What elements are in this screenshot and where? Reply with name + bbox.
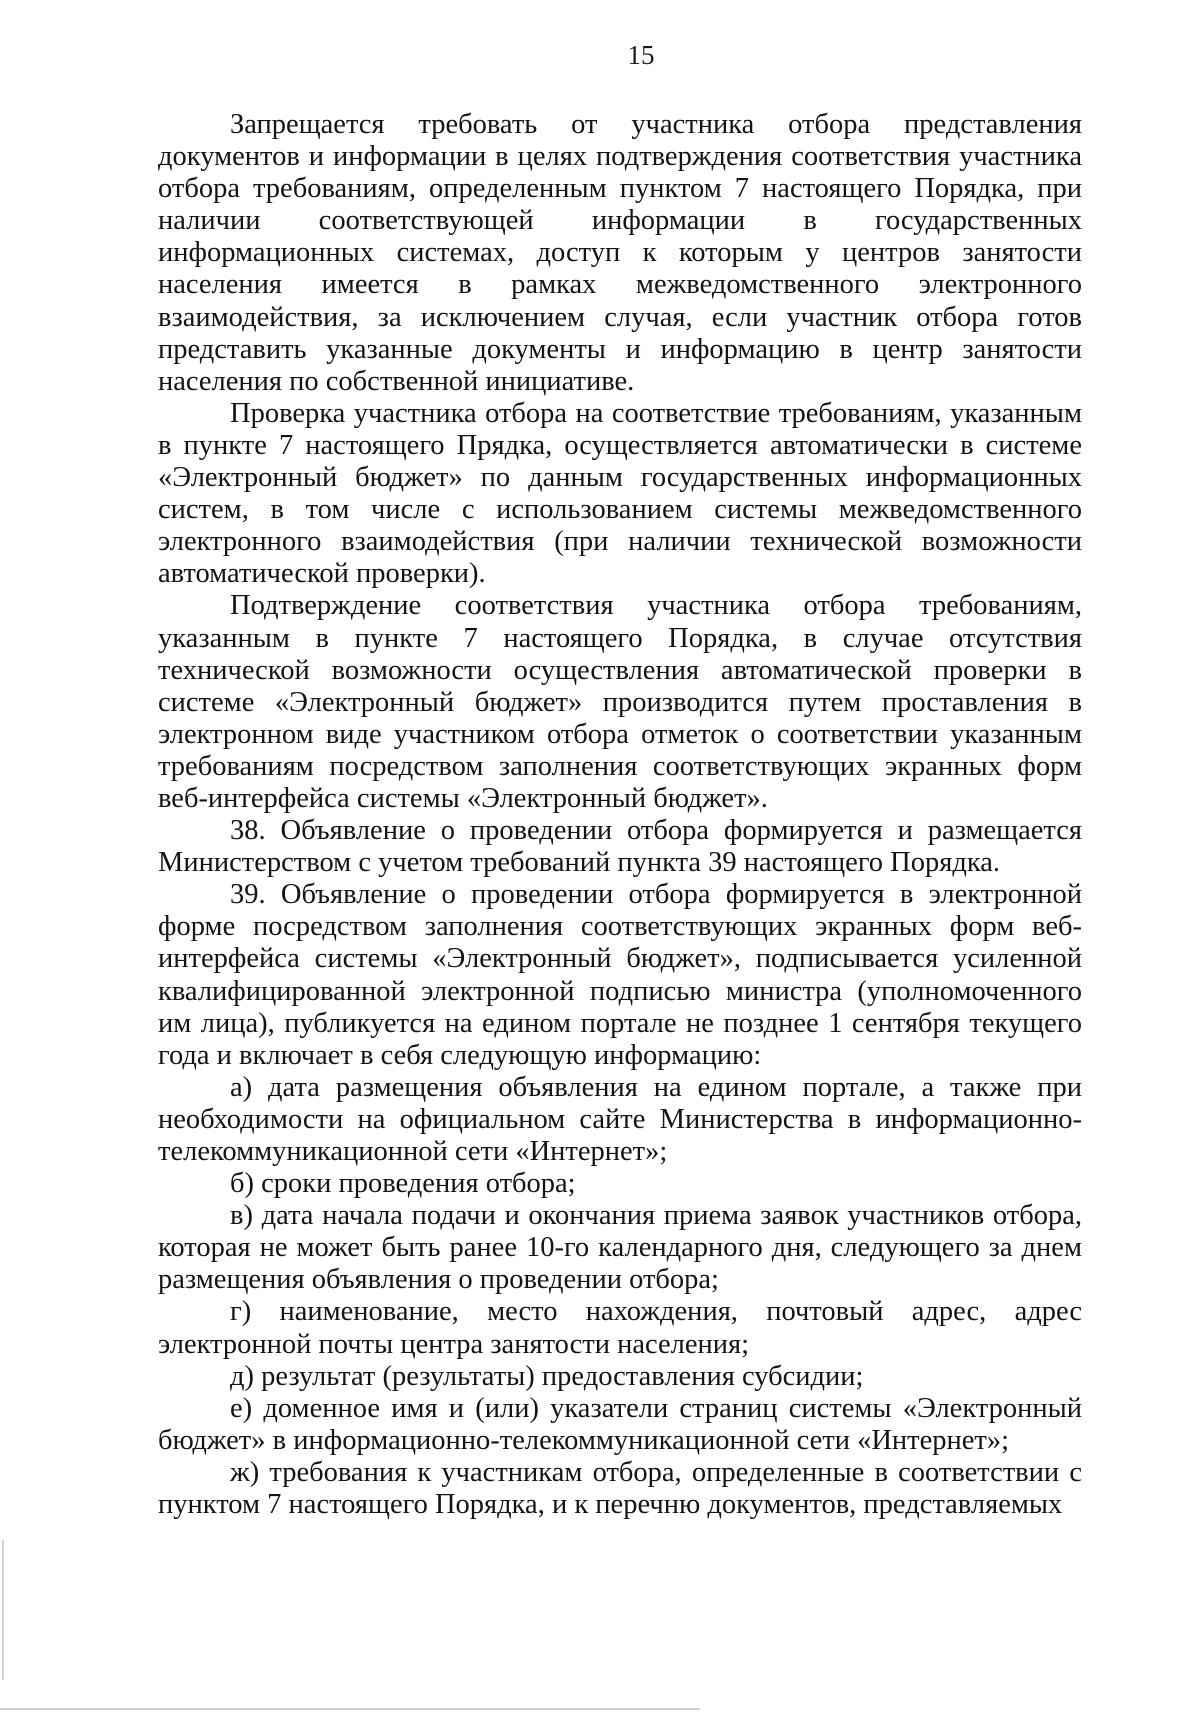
paragraph-automatic-check: Проверка участника отбора на соответствие требованиям, указанным в пункте 7 настоящего Прядка, осуществляется автоматически в системе «Электронный бюджет» по данным государственных информационных систем, в том числе с использованием системы межведомственного электронного взаимодействия (при наличии технической возможности автоматической проверки).: [158, 397, 1082, 590]
scan-edge-left: [2, 1540, 4, 1680]
paragraph-item-38: 38. Объявление о проведении отбора формируется и размещается Министерством с учетом требований пункта 39 настоящего Порядка.: [158, 815, 1082, 879]
scan-edge-bottom: [0, 1708, 700, 1710]
list-item-e: е) доменное имя и (или) указатели страниц системы «Электронный бюджет» в информационно-телекоммуникационной сети «Интернет»;: [158, 1392, 1082, 1456]
document-body: [158, 109, 1082, 1521]
paragraph-confirmation: Подтверждение соответствия участника отбора требованиям, указанным в пункте 7 настоящего Порядка, в случае отсутствия технической возможности осуществления автоматической проверки в системе «Электронный бюджет» производится путем проставления в электронном виде участником отбора отметок о соответствии указанным требованиям посредством заполнения соответствующих экранных форм веб-интерфейса системы «Электронный бюджет».: [158, 590, 1082, 814]
paragraph-prohibition: Запрещается требовать от участника отбора представления документов и информации в целях подтверждения соответствия участника отбора требованиям, определенным пунктом 7 настоящего Порядка, при наличии соответствующей информации в государственных информационных системах, доступ к которым у центров занятости населения имеется в рамках межведомственного электронного взаимодействия, за исключением случая, если участник отбора готов представить указанные документы и информацию в центр занятости населения по собственной инициативе.: [158, 109, 1082, 397]
list-item-zh: ж) требования к участникам отбора, определенные в соответствии с пунктом 7 настоящего Порядка, и к перечню документов, представляемых: [158, 1456, 1082, 1521]
list-item-a: а) дата размещения объявления на едином портале, а также при необходимости на официальном сайте Министерства в информационно-телекоммуникационной сети «Интернет»;: [158, 1071, 1082, 1167]
paragraph-item-39: 39. Объявление о проведении отбора формируется в электронной форме посредством заполнения соответствующих экранных форм веб-интерфейса системы «Электронный бюджет», подписывается усиленной квалифицированной электронной подписью министра (уполномоченного им лица), публикуется на едином портале не позднее 1 сентября текущего года и включает в себя следующую информацию:: [158, 879, 1082, 1071]
page-number: 15: [627, 40, 655, 70]
list-item-b: б) сроки проведения отбора;: [230, 1168, 576, 1200]
list-item-g: г) наименование, место нахождения, почтовый адрес, адрес электронной почты центра занятости населения;: [158, 1296, 1082, 1360]
list-item-d: д) результат (результаты) предоставления субсидии;: [230, 1360, 864, 1392]
list-item-v: в) дата начала подачи и окончания приема заявок участников отбора, которая не может быть ранее 10-го календарного дня, следующего за днем размещения объявления о проведении отбора;: [158, 1200, 1082, 1296]
